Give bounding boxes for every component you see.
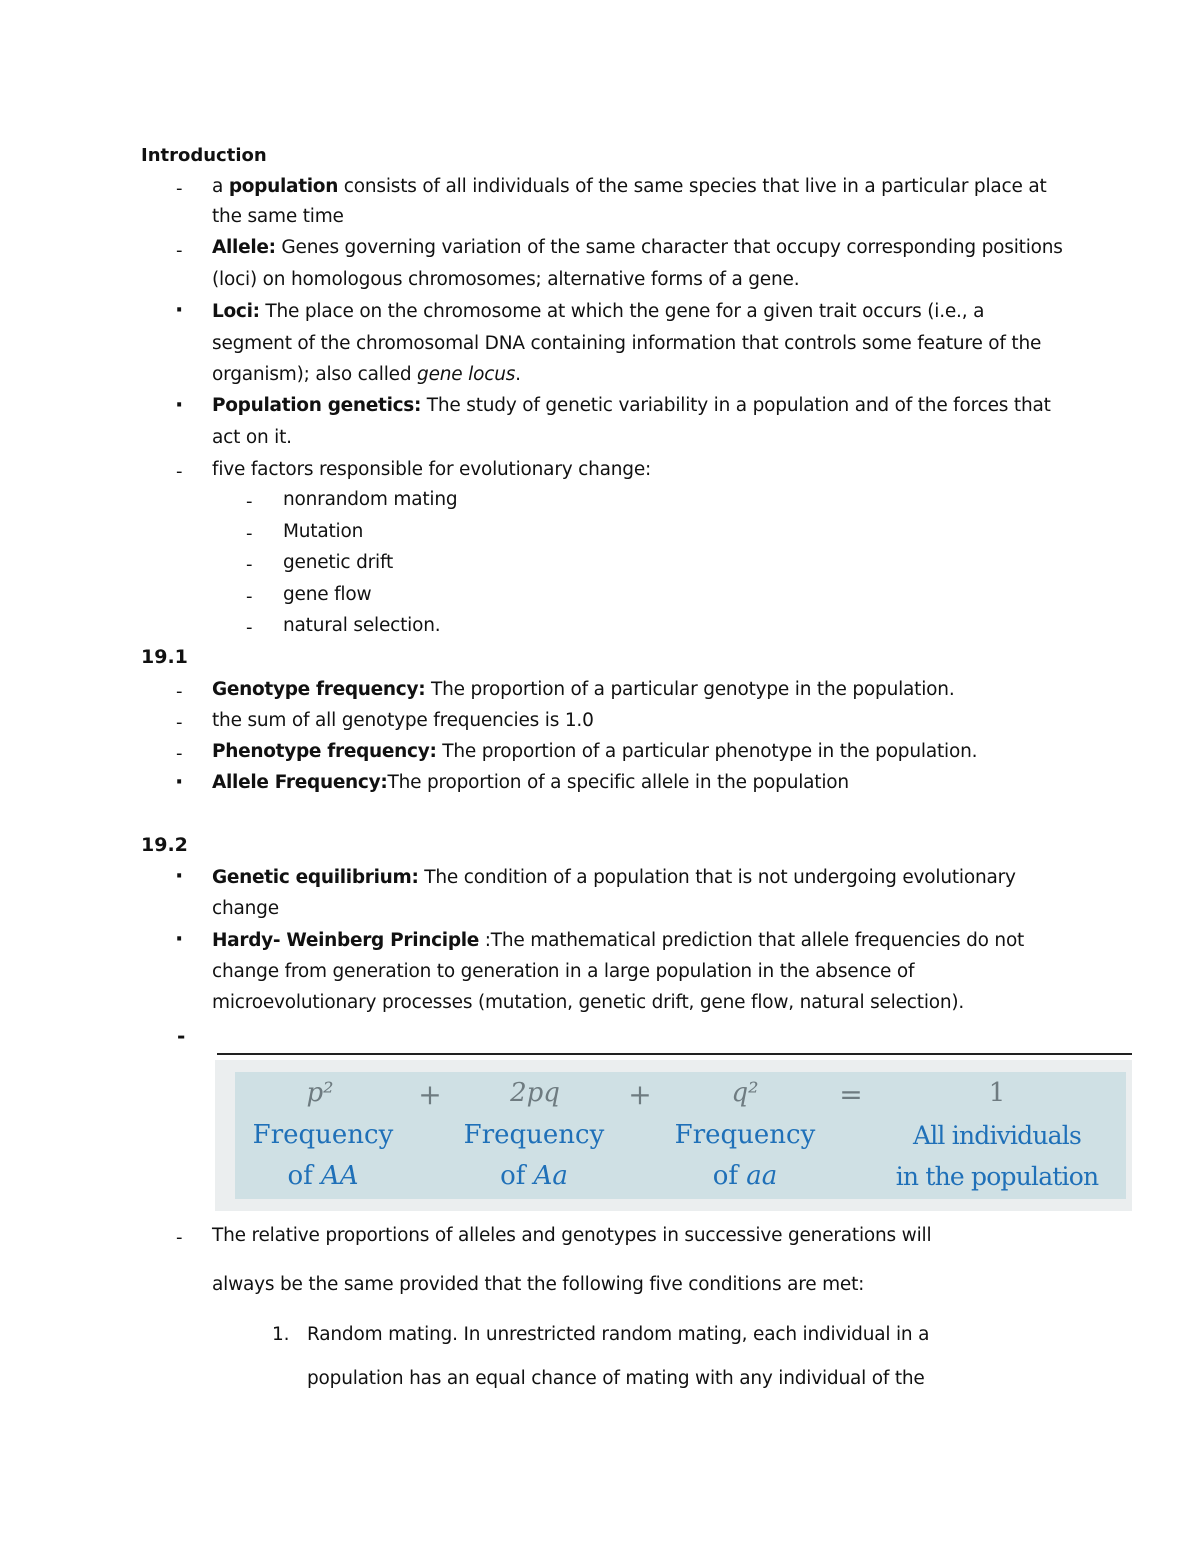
dash-bullet: -: [246, 554, 253, 575]
intro-item-3-line-3: organism); also called gene locus.: [212, 364, 521, 385]
intro-item-3-line-2: segment of the chromosomal DNA containing information that controls some feature of the: [212, 333, 1042, 354]
intro-item-4-line-1: Population genetics: The study of genetic variability in a population and of the forces that: [212, 395, 1051, 416]
s192-item-2-line-3: microevolutionary processes (mutation, genetic drift, gene flow, natural selection).: [212, 992, 965, 1013]
s191-item-4: Allele Frequency:The proportion of a specific allele in the population: [212, 772, 849, 793]
s191-item-3: Phenotype frequency: The proportion of a particular phenotype in the population.: [212, 741, 978, 762]
equals-operator: =: [839, 1078, 863, 1111]
square-bullet: ·: [175, 864, 184, 889]
square-bullet: ·: [175, 298, 184, 323]
dash-bullet: -: [246, 586, 253, 607]
dash-bullet: -: [176, 178, 183, 199]
s191-item-1: Genotype frequency: The proportion of a particular genotype in the population.: [212, 679, 955, 700]
square-bullet: ·: [175, 770, 184, 795]
factor-item: genetic drift: [283, 552, 394, 573]
intro-item-3-line-1: Loci: The place on the chromosome at which the gene for a given trait occurs (i.e., a: [212, 301, 985, 322]
dash-bullet: -: [176, 240, 183, 261]
s192-item-2-line-2: change from generation to generation in a large population in the absence of: [212, 961, 915, 982]
horizontal-rule: [217, 1053, 1132, 1055]
condition-1-line-2: population has an equal chance of mating with any individual of the: [307, 1368, 925, 1389]
factor-item: nonrandom mating: [283, 489, 458, 510]
intro-item-1-line-1: a population consists of all individuals of the same species that live in a particular place at: [212, 176, 1047, 197]
equation-label: Frequency of Aa: [463, 1120, 605, 1191]
s192-item-1-line-1: Genetic equilibrium: The condition of a population that is not undergoing evolutionary: [212, 867, 1016, 888]
equation-symbol: p²: [306, 1078, 334, 1108]
plus-operator: +: [418, 1078, 442, 1111]
condition-1-line-1: Random mating. In unrestricted random mating, each individual in a: [307, 1324, 930, 1345]
intro-item-4-line-2: act on it.: [212, 427, 292, 448]
dash-bullet: -: [177, 1024, 186, 1048]
s192-item-2-line-1: Hardy- Weinberg Principle :The mathematical prediction that allele frequencies do not: [212, 930, 1025, 951]
conclusion-line-2: always be the same provided that the following five conditions are met:: [212, 1274, 865, 1295]
dash-bullet: -: [176, 712, 183, 733]
hardy-weinberg-equation: [235, 1072, 1126, 1199]
equation-label: Frequency of aa: [674, 1120, 816, 1191]
dash-bullet: -: [176, 461, 183, 482]
dash-bullet: -: [246, 523, 253, 544]
heading-introduction: Introduction: [141, 145, 267, 166]
dash-bullet: -: [246, 491, 253, 512]
intro-item-2-line-2: (loci) on homologous chromosomes; alternative forms of a gene.: [212, 269, 800, 290]
heading-19-2: 19.2: [141, 834, 188, 856]
heading-19-1: 19.1: [141, 646, 188, 668]
equation-label: Frequency of AA: [252, 1120, 394, 1191]
equation-symbol: 2pq: [510, 1078, 560, 1108]
intro-item-1-line-2: the same time: [212, 206, 344, 227]
factor-item: gene flow: [283, 584, 372, 605]
dash-bullet: -: [176, 1227, 183, 1248]
intro-item-2-line-1: Allele: Genes governing variation of the same character that occupy corresponding positions: [212, 237, 1063, 258]
factor-item: natural selection.: [283, 615, 441, 636]
square-bullet: ·: [175, 927, 184, 952]
plus-operator: +: [628, 1078, 652, 1111]
conclusion-line-1: The relative proportions of alleles and genotypes in successive generations will: [212, 1225, 932, 1246]
dash-bullet: -: [176, 681, 183, 702]
factor-item: Mutation: [283, 521, 364, 542]
intro-item-5-line-1: five factors responsible for evolutionary change:: [212, 459, 652, 480]
square-bullet: ·: [175, 393, 184, 418]
s192-item-1-line-2: change: [212, 898, 279, 919]
equation-symbol: q²: [731, 1078, 759, 1108]
equation-symbol: 1: [988, 1078, 1006, 1108]
condition-number: 1.: [272, 1324, 290, 1345]
s191-item-2: the sum of all genotype frequencies is 1.0: [212, 710, 594, 731]
dash-bullet: -: [176, 743, 183, 764]
equation-label: All individuals in the population: [895, 1121, 1099, 1191]
dash-bullet: -: [246, 617, 253, 638]
